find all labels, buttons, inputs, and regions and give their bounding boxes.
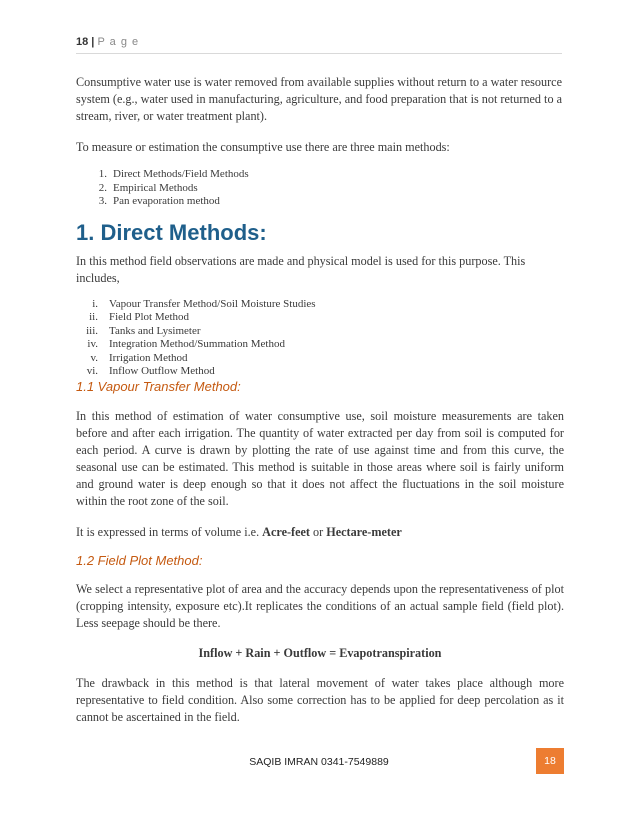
header-page-number: 18 xyxy=(76,36,89,48)
list-item: iii. Tanks and Lysimeter xyxy=(86,324,201,337)
field-plot-paragraph: We select a representative plot of area and the accuracy depends upon the representativeness of plot (cropping intensity, exposure etc).It replicates the conditions of an actual sample field (field plot). Less seepage should be there. xyxy=(76,581,564,630)
footer-author: SAQIB IMRAN 0341-7549889 xyxy=(249,756,389,768)
methods-intro: To measure or estimation the consumptive use there are three main methods: xyxy=(76,140,450,154)
header-separator: | xyxy=(88,36,98,48)
header-page-word: P a g e xyxy=(97,36,140,48)
intro-paragraph: Consumptive water use is water removed from available supplies without return to a water resource system (e.g., water used in manufacturing, agriculture, and food preparation that is not returned to a stream, river, or water treatment plant). xyxy=(76,75,562,123)
section-heading-direct-methods: 1. Direct Methods: xyxy=(76,219,267,245)
vapour-transfer-paragraph: In this method of estimation of water consumptive use, soil moisture measurements are taken before and after each irrigation. The quantity of water extracted per day from soil is computed for each period. A curve is drawn by plotting the rate of use against time and from this curve, the seasonal use can be estimated. This method is suitable in those areas where soil is fairly uniform and ground water is deep enough so that it does not affect the fluctuations in the soil moisture within the root zone of the soil. xyxy=(76,408,564,508)
subheading-vapour-transfer: 1.1 Vapour Transfer Method: xyxy=(76,378,241,394)
list-item: 3. Pan evaporation method xyxy=(98,195,220,207)
page-header xyxy=(76,36,139,48)
list-item: i. Vapour Transfer Method/Soil Moisture Studies xyxy=(92,297,316,310)
unit-acre-feet: Acre-feet xyxy=(262,524,310,539)
subheading-field-plot: 1.2 Field Plot Method: xyxy=(76,552,203,568)
list-item: 1. Direct Methods/Field Methods xyxy=(98,168,249,180)
direct-methods-list xyxy=(76,298,564,379)
list-item: v. Irrigation Method xyxy=(90,351,188,364)
footer-page-badge: 18 xyxy=(536,748,564,774)
water-balance-equation: Inflow + Rain + Outflow = Evapotranspiration xyxy=(198,645,442,660)
methods-list xyxy=(76,168,564,209)
expression-line: It is expressed in terms of volume i.e. Acre-feet or Hectare-meter xyxy=(76,524,402,539)
document-body xyxy=(76,74,564,726)
list-item: vi. Inflow Outflow Method xyxy=(86,365,215,377)
list-item: ii. Field Plot Method xyxy=(89,311,190,323)
drawback-paragraph: The drawback in this method is that lateral movement of water takes place although more representative to field condition. Also some correction has to be applied for deep percolation as it cannot be ascertained in the field. xyxy=(76,675,564,724)
list-item: iv. Integration Method/Summation Method xyxy=(87,338,285,350)
unit-hectare-meter: Hectare-meter xyxy=(326,524,402,539)
list-item: 2. Empirical Methods xyxy=(98,181,198,194)
header-divider xyxy=(76,53,562,54)
section1-paragraph: In this method field observations are made and physical model is used for this purpose. This includes, xyxy=(76,253,526,285)
